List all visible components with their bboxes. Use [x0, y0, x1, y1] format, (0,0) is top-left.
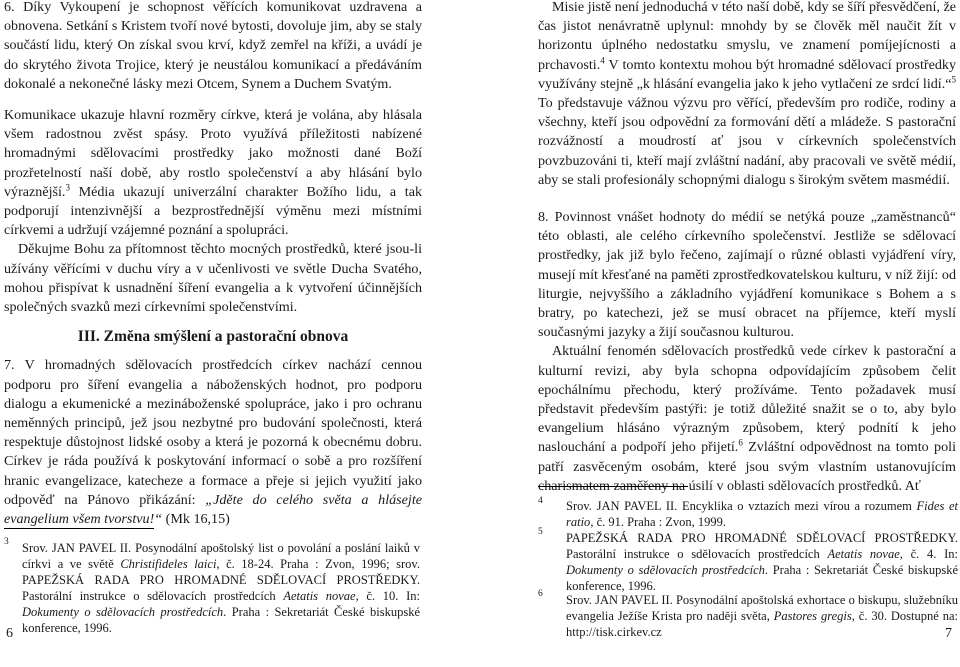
paragraph-mission: Misie jistě není jednoduchá v této naší době, kdy se šíří přesvědčení, že čas jistot nenávratně uplynul: mnohdy by se člověk měl naučit žít v horizontu úplného nedostatku smyslu, ve znamení pomíjejícnosti a prchavosti.$^4$ V tomto kontextu mohou být hromadné sdělovací prostředky využívány stejně „k hlásání evangelia jako k jeho vytlačení ze srdcí lidí.“$^5$ To představuje vážnou výzvu pro věřící, především pro rodiče, rodiny a všechny, kteří jsou odpovědní za formování dětí a mládeže. S pastorační rozvážností a moudrostí ať jsou v církevních společenstvích povzbuzováni ti, kteří mají zvláštní nadání, aby pracovali ve světě médií, aby se stali profesionály schopnými dialogu s širokým světem masmédií.	[538, 0, 956, 188]
paragraph-thanks: Děkujme Bohu za přítomnost těchto mocných prostředků, které jsou-li užívány věřícími v duchu víry a v učenlivosti ve světle Ducha Svatého, mohou přispívat k usnadnění šíření evangelia a k vytvoření účinnějších společných svazků mezi církevními společenstvími.	[4, 241, 422, 316]
footnote-ref-3[interactable]: 3	[65, 182, 70, 193]
footnote-ref-4[interactable]: 4	[600, 54, 605, 65]
paragraph-communication: Komunikace ukazuje hlavní rozměry církve, která je volána, aby hlásala všem radostnou zvěst spásy. Proto využívá příležitosti nabízené hromadnými sdělovacími prostředky jako možnosti dané Boží prozřetelností naší době, aby rostlo společenství a aby hlásání bylo výraznější.$^3$ Média ukazují univerzální charakter Božího lidu, a tak podporují intenzivnější a bezprostřednější výměnu mezi místními církvemi a udržují vzájemné poznání a spolupráci.	[4, 107, 422, 239]
footnote-ref-6[interactable]: 6	[738, 437, 743, 448]
footnote-4: Srov. JAN PAVEL II. Encyklika o vztazích mezi vírou a rozumem Fides et ratio, č. 91. Praha : Zvon, 1999.	[566, 499, 958, 529]
paragraph-phenomenon: Aktuální fenomén sdělovacích prostředků vede církev k pastorační a kulturní revizi, aby byla schopna odpovídajícím způsobem čelit epochálnímu přechodu, který prožíváme. Tento požadavek musí představit především pastýři: je totiž důležité snažit se o to, aby bylo evangelium hlásáno výrazným způsobem, který podnítí k jeho naslouchání a podpoří jeho přijetí.$^6$ Zvláštní odpovědnost na tomto poli patří zasvěceným osobám, které jsou svým vlastním ustanovujícím charismatem zaměřeny na úsilí v oblasti sdělovacích prostředků. Ať	[538, 343, 956, 494]
footnote-number-3: 3	[4, 537, 9, 547]
footnote-divider-left	[4, 528, 154, 529]
right-column	[538, 0, 956, 496]
scripture-quote: „Jděte do celého světa a hlásejte evangelium všem tvorstvu!“	[4, 491, 422, 528]
footnote-number-6: 6	[538, 589, 543, 599]
paragraph-7: 7. V hromadných sdělovacích prostředcích církev nachází cennou podporu pro šíření evangelia a náboženských hodnot, pro podporu dialogu a ekumenické a mezináboženské spolupráce, jako i pro ochranu neměnných principů, jež jsou nezbytné pro budování společnosti, která respektuje důstojnost lidské osoby a která je pozorná k obecnému dobru. Církev je ráda používá k poskytování informací o sobě a pro rozšíření hranic evangelizace, katecheze a formace a přeje si jejich využití jako odpověď na Pánovo přikázání: „Jděte do celého světa a hlásejte evangelium všem tvorstvu!“ (Mk 16,15)	[4, 357, 422, 528]
footnote-6: Srov. JAN PAVEL II. Posynodální apoštolská exhortace o biskupu, služebníku evangelia Ježíše Krista pro naději světa, Pastores gregis, č. 30. Dostupné na: http://tisk.cirkev.cz	[566, 593, 958, 639]
footnote-3: Srov. JAN PAVEL II. Posynodální apoštolský list o povolání a poslání laiků v církvi a ve světě Christifideles laici, č. 18-24. Praha : Zvon, 1996; srov. PAPEŽSKÁ RADA PRO HROMADNÉ SDĚLOVACÍ PROSTŘEDKY. Pastorální instrukce o sdělovacích prostředcích Aetatis novae, č. 10. In: Dokumenty o sdělovacích prostředcích. Praha : Sekretariát České biskupské konference, 1996.	[22, 541, 420, 635]
paragraph-6: 6. Díky Vykoupení je schopnost věřících komunikovat uzdravena a obnovena. Setkání s Kristem tvoří nové bytosti, dovoluje jim, aby se staly součástí lidu, který On získal svou krví, když zemřel na kříži, a uvádí je do skrytého života Trojice, který je neustálou komunikací a předáváním dokonalé a nekonečné lásky mezi Otcem, Synem a Duchem Svatým.	[4, 0, 422, 92]
footnote-divider-right	[538, 486, 688, 487]
page-number-right: 7	[945, 626, 952, 641]
footnote-number-5: 5	[538, 527, 543, 537]
footnote-number-4: 4	[538, 496, 543, 506]
page-number-left: 6	[6, 626, 13, 641]
left-column	[4, 0, 422, 529]
section-heading: III. Změna smýšlení a pastorační obnova	[77, 328, 349, 346]
paragraph-8: 8. Povinnost vnášet hodnoty do médií se netýká pouze „zaměstnanců“ této oblasti, ale celého církevního společenství. Jestliže se sdělovací prostředky, jak již bylo řečeno, zajímají o různé oblasti vyjádření víry, musejí mít křesťané na paměti zprostředkovatelskou kulturu, v níž žijí: od liturgie, nejvyššího a základního vyjádření komunikace s Bohem a s bratry, po katechezi, jež se musí obracet na příjemce, kteří myslí současnými jazyky a žijí současnou kulturou.	[538, 209, 956, 341]
footnote-ref-5[interactable]: 5	[951, 74, 956, 85]
footnote-5: PAPEŽSKÁ RADA PRO HROMADNÉ SDĚLOVACÍ PROSTŘEDKY. Pastorální instrukce o sdělovacích prostředcích Aetatis novae, č. 4. In: Dokumenty o sdělovacích prostředcích. Praha : Sekretariát České biskupské konference, 1996.	[566, 531, 958, 593]
